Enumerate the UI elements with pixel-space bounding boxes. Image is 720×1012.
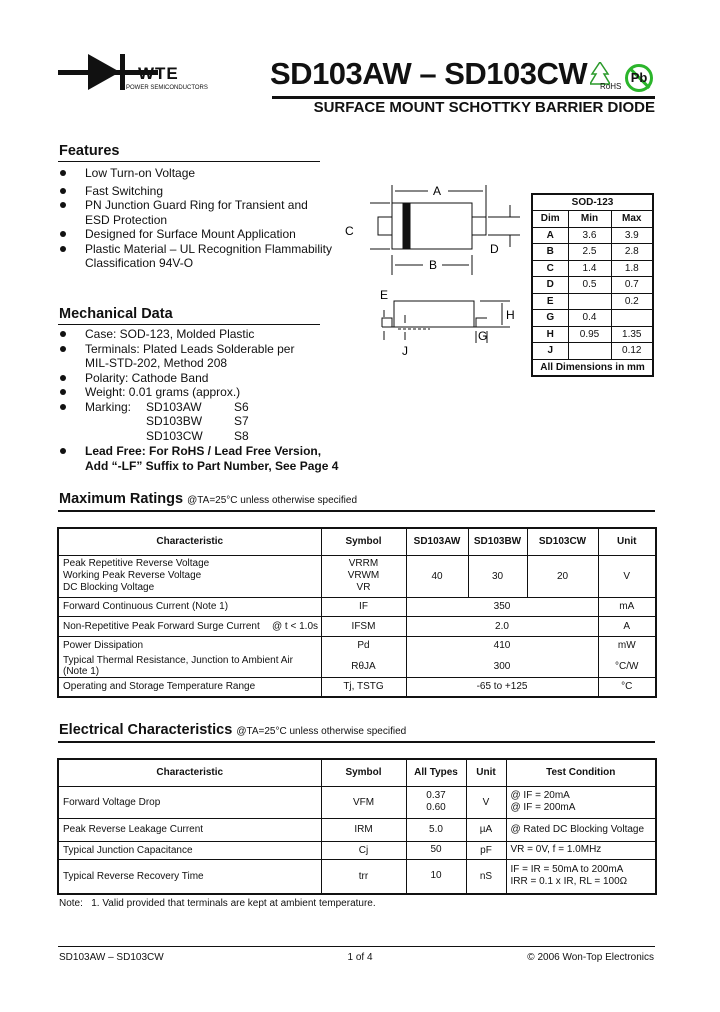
test-condition: @ IF = 20mA [510, 790, 570, 801]
test-condition-cell [506, 859, 656, 894]
value: 0.60 [426, 802, 446, 813]
lead-free-note: Lead Free: For RoHS / Lead Free Version, [59, 444, 359, 459]
dim-table-footer: All Dimensions in mm [532, 359, 653, 376]
table-row [532, 326, 653, 343]
dim-cell: D [532, 277, 568, 294]
symbol: VRRM [348, 558, 379, 569]
characteristic-cell [58, 655, 321, 678]
dim-cell: E [532, 293, 568, 310]
table-row [532, 310, 653, 327]
max-cell: 0.2 [611, 293, 653, 310]
dim-label-a: A [433, 184, 442, 198]
characteristic-cell: Forward Voltage Drop [58, 786, 321, 818]
value-cell: 2.0 [406, 616, 598, 636]
test-condition: VR = 0V, f = 1.0MHz [510, 844, 602, 855]
value-cell: 30 [468, 555, 527, 597]
max-cell: 1.8 [611, 260, 653, 277]
symbol-cell [321, 555, 406, 597]
marking-row [59, 429, 359, 444]
footer-left: SD103AW – SD103CW [59, 952, 164, 963]
dim-cell: J [532, 343, 568, 360]
table-row [532, 343, 653, 360]
max-cell: 3.9 [611, 227, 653, 244]
features-heading: Features [59, 143, 120, 159]
note-text: Note: 1. Valid provided that terminals are kept at ambient temperature. [59, 898, 376, 909]
test-condition: @ IF = 200mA [510, 802, 576, 813]
table-row [58, 786, 656, 818]
logo-subtext: POWER SEMICONDUCTORS [126, 85, 208, 91]
value-cell: 350 [406, 597, 598, 616]
test-condition: @ Rated DC Blocking Voltage [510, 823, 645, 835]
rohs-icon [590, 62, 622, 94]
dim-label-j: J [402, 344, 408, 358]
max-cell: 2.8 [611, 244, 653, 261]
section-title: Electrical Characteristics [59, 722, 233, 738]
characteristic: Peak Repetitive Reverse Voltage [63, 558, 210, 569]
marking-code: S8 [234, 428, 249, 443]
characteristic-cell: Peak Reverse Leakage Current [58, 818, 321, 841]
column-header: Symbol [321, 528, 406, 555]
column-header: Dim [532, 211, 568, 228]
max-cell: 0.12 [611, 343, 653, 360]
table-row [532, 277, 653, 294]
table-row [58, 555, 656, 597]
marking-part: SD103CW [146, 428, 203, 443]
list-item: ESD Protection [85, 212, 168, 227]
symbol-cell: Pd [321, 636, 406, 655]
table-header-row [532, 211, 653, 228]
wte-logo [58, 52, 208, 98]
column-header: All Types [406, 759, 466, 786]
characteristic: Forward Continuous Current (Note 1) [63, 601, 229, 612]
value: 0.37 [426, 790, 446, 801]
column-header: Unit [466, 759, 506, 786]
list-item: Low Turn-on Voltage [59, 166, 359, 181]
min-cell [568, 293, 611, 310]
symbol-cell: trr [321, 859, 406, 894]
table-row [58, 841, 656, 859]
column-header: Characteristic [58, 759, 321, 786]
electrical-divider [58, 741, 655, 743]
test-condition-cell [506, 786, 656, 818]
max-cell [611, 310, 653, 327]
table-row [532, 244, 653, 261]
marking-code: S6 [234, 399, 249, 414]
test-condition-cell [506, 818, 656, 841]
list-item: Classification 94V-O [85, 256, 194, 270]
list-item: Designed for Surface Mount Application [59, 227, 359, 242]
column-header: Symbol [321, 759, 406, 786]
section-title: Maximum Ratings [59, 491, 184, 507]
value: 5.0 [429, 823, 443, 835]
unit-cell: °C/W [598, 655, 656, 678]
dim-cell: A [532, 227, 568, 244]
list-item: Terminals: Plated Leads Solderable per [59, 342, 359, 357]
dim-cell: B [532, 244, 568, 261]
characteristic-cell [58, 555, 321, 597]
section-condition: @TA=25°C unless otherwise specified [236, 726, 407, 737]
min-cell: 0.4 [568, 310, 611, 327]
dim-cell: C [532, 260, 568, 277]
min-cell [568, 343, 611, 360]
condition: @ t < 1.0s [272, 620, 319, 632]
dim-label-b: B [429, 258, 438, 272]
symbol: VRWM [347, 570, 380, 581]
symbol-cell: IFSM [321, 616, 406, 636]
footer-copyright: © 2006 Won-Top Electronics [527, 952, 654, 963]
table-row [532, 293, 653, 310]
column-header: SD103BW [468, 528, 527, 555]
value: 50 [430, 844, 442, 855]
page-subtitle: SURFACE MOUNT SCHOTTKY BARRIER DIODE [313, 99, 655, 116]
table-row [58, 655, 656, 678]
characteristic-cell [58, 597, 321, 616]
max-cell: 1.35 [611, 326, 653, 343]
list-item: Plastic Material – UL Recognition Flammability [59, 242, 359, 257]
value-cell: 40 [406, 555, 468, 597]
dim-label-c: C [345, 224, 354, 238]
symbol-cell: IF [321, 597, 406, 616]
value-cell: -65 to +125 [406, 678, 598, 697]
footer-divider [58, 946, 655, 947]
test-condition: IRR = 0.1 x IR, RL = 100Ω [510, 876, 628, 888]
unit-cell: µA [466, 818, 506, 841]
symbol-cell: Tj, TSTG [321, 678, 406, 697]
unit-cell: mA [598, 597, 656, 616]
column-header: Characteristic [58, 528, 321, 555]
mechanical-divider [58, 324, 320, 325]
marking-part: SD103AW [146, 399, 202, 414]
unit-cell: nS [466, 859, 506, 894]
symbol-cell: VFM [321, 786, 406, 818]
characteristic: Operating and Storage Temperature Range [63, 681, 256, 693]
unit-cell: V [466, 786, 506, 818]
table-row [58, 636, 656, 655]
unit-cell: V [598, 555, 656, 597]
characteristic: Typical Thermal Resistance, Junction to Ambient Air (Note 1) [63, 655, 293, 677]
mechanical-heading: Mechanical Data [59, 306, 173, 322]
table-header-row [58, 759, 656, 786]
table-row [58, 818, 656, 841]
value-cell [406, 786, 466, 818]
marking-label: Marking: [85, 399, 132, 414]
max-ratings-table [57, 527, 657, 698]
mechanical-list [59, 327, 359, 473]
table-row [532, 227, 653, 244]
test-condition-cell [506, 841, 656, 859]
value-cell: 410 [406, 636, 598, 655]
marking-code: S7 [234, 414, 249, 428]
unit-cell: pF [466, 841, 506, 859]
table-header-row [58, 528, 656, 555]
dim-label-e: E [380, 288, 389, 302]
value-cell: 300 [406, 655, 598, 678]
table-row [58, 859, 656, 894]
value-cell [406, 859, 466, 894]
section-condition: @TA=25°C unless otherwise specified [187, 495, 358, 506]
pb-label: Pb [630, 70, 648, 85]
symbol: VR [356, 582, 371, 593]
characteristic-cell [58, 678, 321, 697]
rohs-label: RoHS [600, 82, 622, 91]
value: 10 [430, 870, 442, 882]
table-row [532, 260, 653, 277]
column-header: Min [568, 211, 611, 228]
value-cell [406, 841, 466, 859]
list-item: MIL-STD-202, Method 208 [85, 356, 228, 370]
column-header: Test Condition [506, 759, 656, 786]
characteristic: DC Blocking Voltage [63, 582, 155, 593]
characteristic-cell: Typical Junction Capacitance [58, 841, 321, 859]
value-cell: 20 [527, 555, 598, 597]
symbol-cell: RθJA [321, 655, 406, 678]
dim-cell: H [532, 326, 568, 343]
dim-table-title: SOD-123 [532, 194, 653, 211]
test-condition: IF = IR = 50mA to 200mA [510, 864, 624, 876]
symbol-cell: Cj [321, 841, 406, 859]
symbol-cell: IRM [321, 818, 406, 841]
list-item: Polarity: Cathode Band [59, 371, 359, 386]
characteristic-cell [58, 636, 321, 655]
logo-text: WTE [138, 64, 179, 83]
table-row [58, 616, 656, 636]
features-divider [58, 161, 320, 162]
max-cell: 0.7 [611, 277, 653, 294]
table-row [58, 678, 656, 697]
column-header: SD103AW [406, 528, 468, 555]
min-cell: 0.5 [568, 277, 611, 294]
page-title: SD103AW – SD103CW [270, 56, 588, 91]
characteristic: Non-Repetitive Peak Forward Surge Current [63, 620, 260, 632]
unit-cell: A [598, 616, 656, 636]
table-row [58, 597, 656, 616]
characteristic-cell: Typical Reverse Recovery Time [58, 859, 321, 894]
marking-row [59, 400, 359, 415]
min-cell: 2.5 [568, 244, 611, 261]
min-cell: 1.4 [568, 260, 611, 277]
characteristic: Working Peak Reverse Voltage [63, 570, 202, 581]
unit-cell: °C [598, 678, 656, 697]
characteristic-cell [58, 616, 321, 636]
lead-free-icon [625, 64, 653, 92]
min-cell: 0.95 [568, 326, 611, 343]
marking-row [59, 414, 359, 429]
characteristic: Power Dissipation [63, 640, 144, 652]
features-list [59, 166, 359, 271]
column-header: Unit [598, 528, 656, 555]
list-item: Fast Switching [59, 184, 359, 199]
value-cell [406, 818, 466, 841]
marking-part: SD103BW [146, 414, 203, 428]
electrical-heading [59, 722, 406, 738]
unit-cell: mW [598, 636, 656, 655]
electrical-table [57, 758, 657, 895]
dim-label-d: D [490, 242, 499, 256]
min-cell: 3.6 [568, 227, 611, 244]
column-header: SD103CW [527, 528, 598, 555]
package-outline-diagram [340, 175, 525, 360]
dim-label-h: H [506, 308, 515, 322]
list-item: Case: SOD-123, Molded Plastic [59, 327, 359, 342]
page-number: 1 of 4 [347, 952, 373, 963]
max-ratings-divider [58, 510, 655, 512]
dimensions-table [531, 193, 654, 377]
dim-cell: G [532, 310, 568, 327]
list-item: Weight: 0.01 grams (approx.) [59, 385, 359, 400]
list-item: PN Junction Guard Ring for Transient and [59, 198, 359, 213]
column-header: Max [611, 211, 653, 228]
dim-label-g: G [478, 329, 488, 343]
max-ratings-heading [59, 491, 357, 507]
lead-free-note: Add “-LF” Suffix to Part Number, See Page 4 [85, 458, 339, 473]
